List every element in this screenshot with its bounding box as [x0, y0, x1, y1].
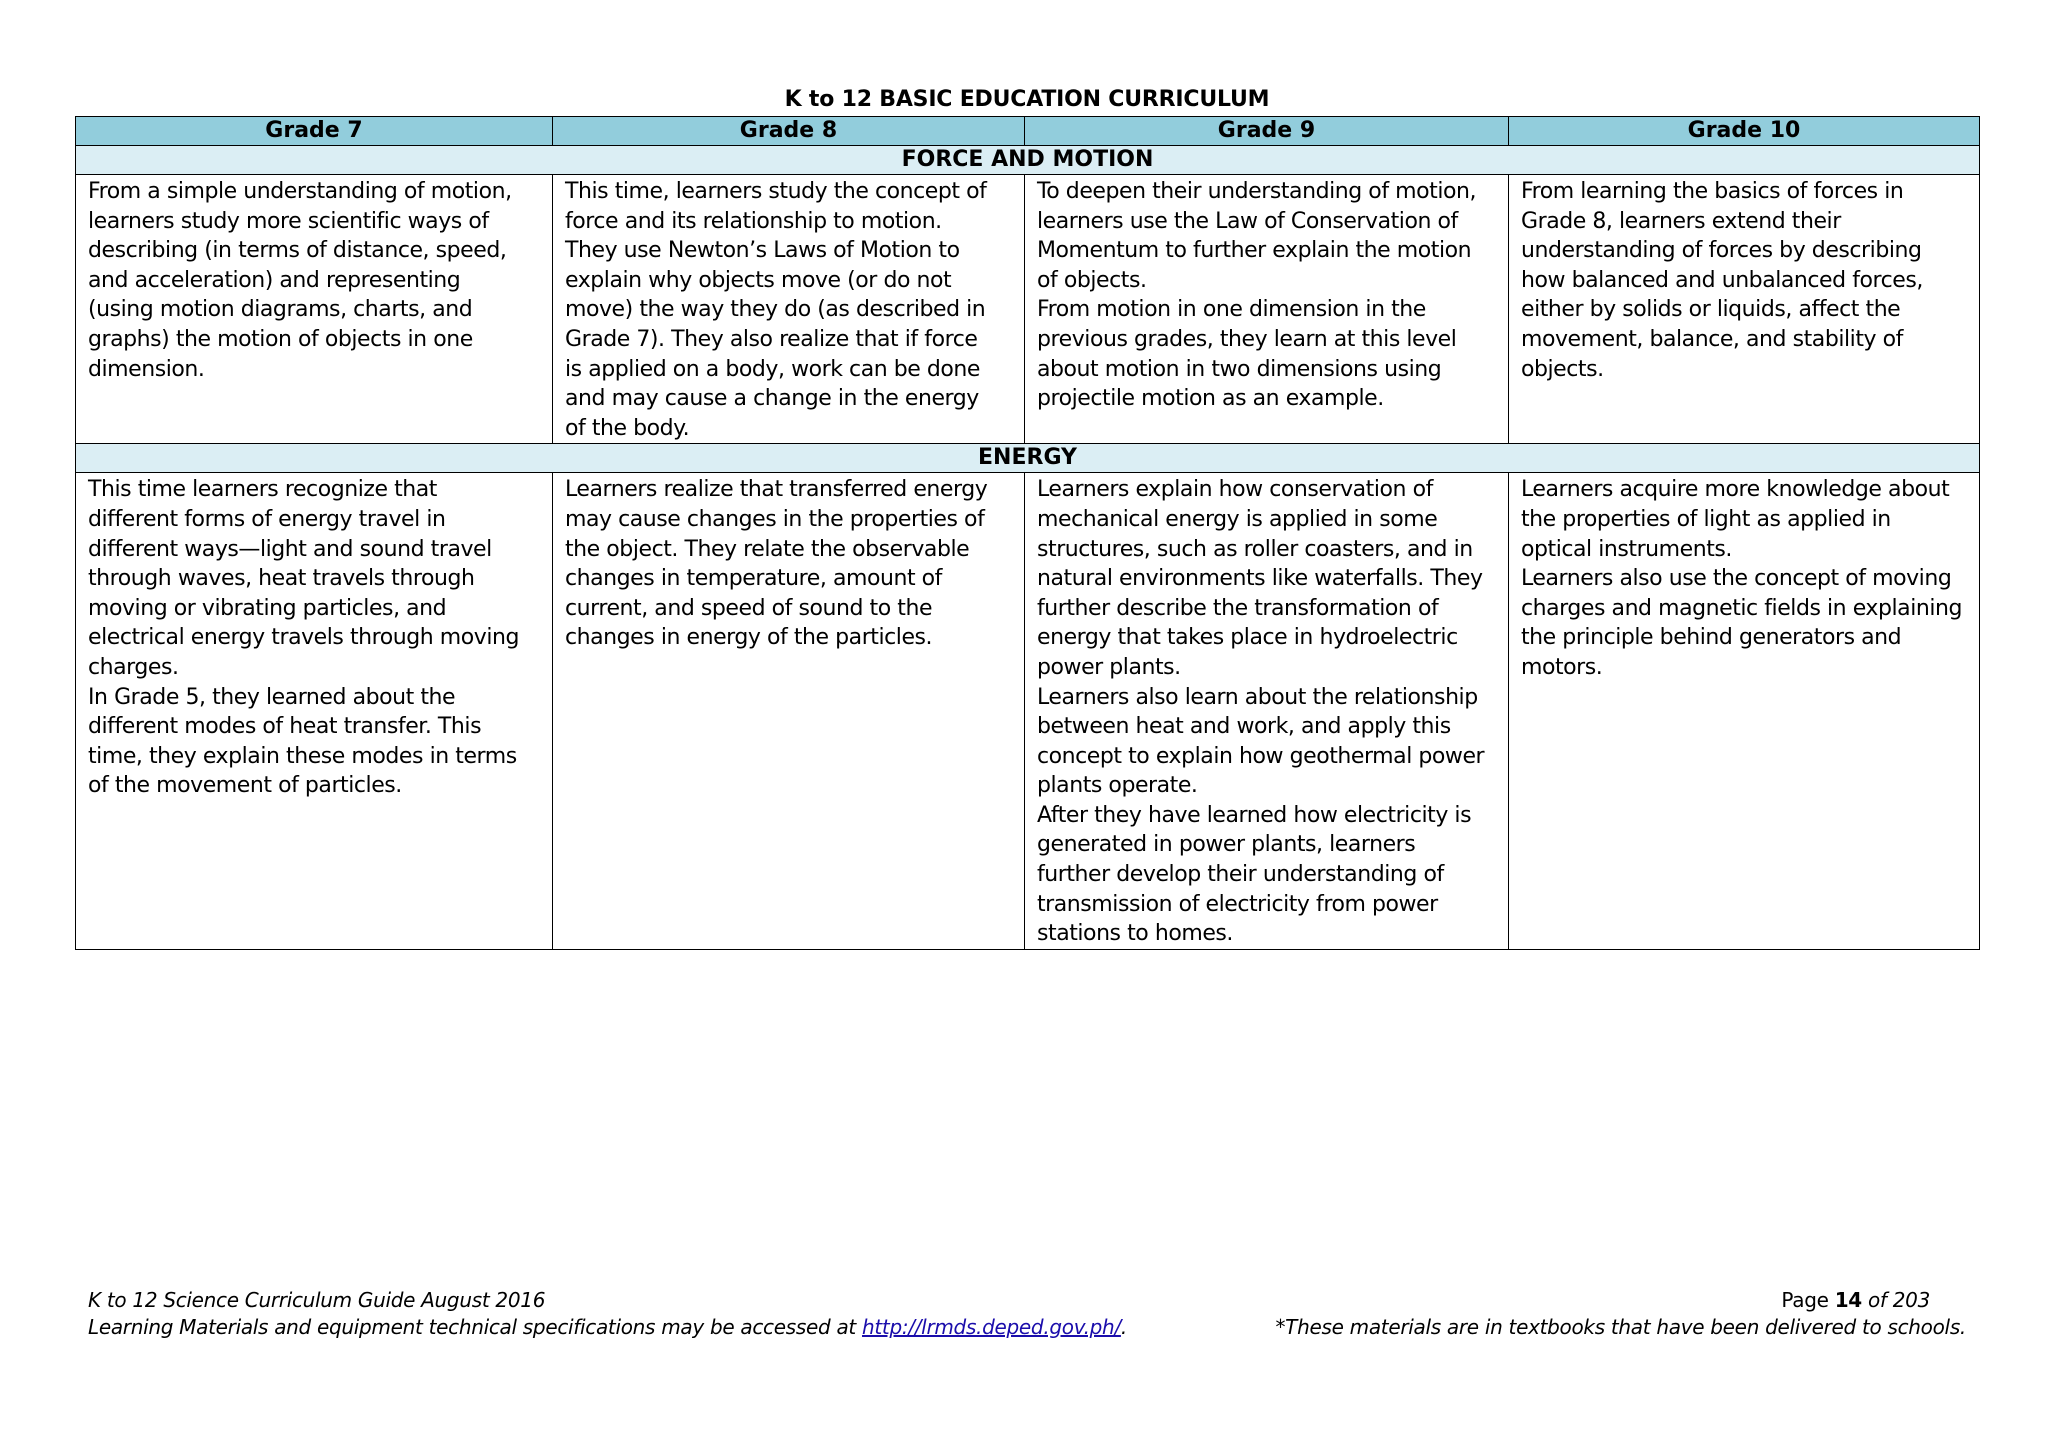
cell-text: To deepen their understanding of motion, learners use the Law of Conservation of Momentum to further explain the motion of objects. From motion in one dimension in the previous grades, they learn at this level about motion in two dimensions using projectile motion as an example.	[1037, 179, 1477, 412]
cell-text: From a simple understanding of motion, learners study more scientific ways of describing (in terms of distance, speed, and acceleration) and representing (using motion diagrams, charts, and graphs) the motion of objects in one dimension.	[88, 179, 512, 382]
section-row-force-and-motion	[76, 146, 1980, 175]
footer-access-suffix: .	[1120, 1315, 1127, 1339]
cell-text: Learners realize that transferred energy may cause changes in the properties of the object. They relate the observable changes in temperature, amount of current, and speed of sound to the changes in energy of the particles.	[565, 477, 988, 651]
column-header-grade-10: Grade 10	[1509, 117, 1980, 146]
column-header-grade-9: Grade 9	[1025, 117, 1509, 146]
section-row-energy	[76, 444, 1980, 473]
curriculum-table	[75, 116, 1980, 950]
table-cell-energy-grade-8	[553, 473, 1025, 950]
footer-left	[88, 1287, 1127, 1341]
footer-guide-title: K to 12 Science Curriculum Guide August 2016	[88, 1288, 546, 1312]
page-indicator	[1275, 1287, 1966, 1314]
page-total: of 203	[1861, 1288, 1930, 1312]
cell-text: From learning the basics of forces in Grade 8, learners extend their understanding of forces by describing how balanced and unbalanced forces, either by solids or liquids, affect the movement, balance, and stability of objects.	[1521, 179, 1923, 382]
table-cell-force-grade-8	[553, 175, 1025, 444]
lrmds-link[interactable]: http://lrmds.deped.gov.ph/	[862, 1315, 1121, 1339]
footer-access-text: Learning Materials and equipment technical specifications may be accessed at	[88, 1315, 863, 1339]
footer-right	[1275, 1287, 1966, 1341]
table-row	[76, 473, 1980, 950]
cell-text: This time learners recognize that different forms of energy travel in different ways—light and sound travel through waves, heat travels through moving or vibrating particles, and electrical energy travels through moving charges. In Grade 5, they learned about the different modes of heat transfer. This time, they explain these modes in terms of the movement of particles.	[88, 477, 520, 799]
table-cell-energy-grade-9	[1025, 473, 1509, 950]
footer-note: *These materials are in textbooks that have been delivered to schools.	[1275, 1315, 1966, 1339]
footer-access-line	[88, 1314, 1127, 1341]
section-title-energy: ENERGY	[76, 444, 1980, 473]
table-cell-force-grade-10	[1509, 175, 1980, 444]
table-cell-force-grade-9	[1025, 175, 1509, 444]
page-label: Page	[1781, 1288, 1835, 1312]
section-title-force-and-motion: FORCE AND MOTION	[76, 146, 1980, 175]
page-number: 14	[1834, 1288, 1862, 1312]
table-cell-force-grade-7	[76, 175, 553, 444]
cell-text: This time, learners study the concept of force and its relationship to motion. They use Newton’s Laws of Motion to explain why objects move (or do not move) the way they do (as described in Grade 7). They also realize that if force is applied on a body, work can be done and may cause a change in the energy of the body.	[565, 179, 987, 441]
table-cell-energy-grade-7	[76, 473, 553, 950]
grade-header-row	[76, 117, 1980, 146]
column-header-grade-7: Grade 7	[76, 117, 553, 146]
document-title: K to 12 BASIC EDUCATION CURRICULUM	[784, 87, 1270, 112]
cell-text: Learners acquire more knowledge about the properties of light as applied in optical instruments. Learners also use the concept of moving charges and magnetic fields in explaining the principle behind generators and motors.	[1521, 477, 1963, 680]
table-cell-energy-grade-10	[1509, 473, 1980, 950]
table-row	[76, 175, 1980, 444]
column-header-grade-8: Grade 8	[553, 117, 1025, 146]
cell-text: Learners explain how conservation of mechanical energy is applied in some structures, such as roller coasters, and in natural environments like waterfalls. They further describe the transformation of energy that takes place in hydroelectric power plants. Learners also learn about the relationship between heat and work, and apply this concept to explain how geothermal power plants operate. After they have learned how electricity is generated in power plants, learners further develop their understanding of transmission of electricity from power stations to homes.	[1037, 477, 1485, 947]
